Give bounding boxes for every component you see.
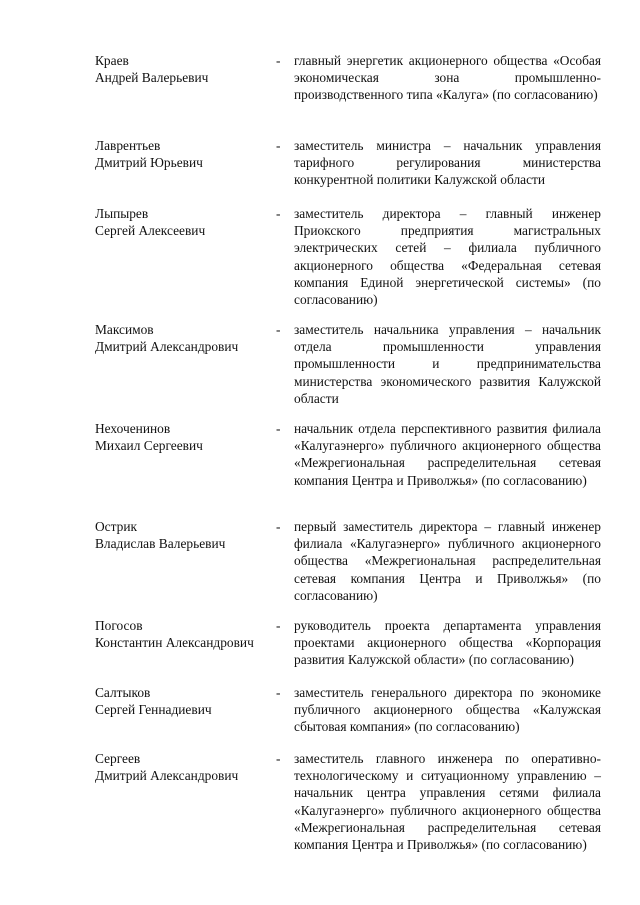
separator-dash: - (276, 421, 281, 436)
member-given-names: Сергей Геннадиевич (95, 702, 212, 718)
member-role: начальник отдела перспективного развития филиала «Калугаэнерго» публичного акционерного общества «Межрегиональная распределительная сетевая компания Центра и Приволжья» (по согласованию) (294, 421, 601, 488)
member-given-names: Константин Александрович (95, 635, 254, 651)
member-given-names: Дмитрий Юрьевич (95, 155, 203, 171)
member-role: заместитель министра – начальник управления тарифного регулирования министерства конкурентной политики Калужской области (294, 138, 601, 188)
member-given-names: Дмитрий Александрович (95, 339, 239, 355)
member-name (95, 518, 275, 552)
member-role: заместитель директора – главный инженер Приокского предприятия магистральных электрических сетей – филиала публичного акционерного общества «Федеральная сетевая компания Единой энергетической системы» (по согласованию) (294, 206, 601, 308)
member-name (95, 750, 275, 784)
member-surname: Нехочeнинов (95, 421, 171, 436)
separator-dash: - (276, 618, 281, 633)
member-name (95, 684, 275, 718)
member-given-names: Сергей Алексеевич (95, 223, 206, 239)
member-name (95, 137, 275, 171)
member-surname: Лыпырев (95, 206, 149, 221)
member-name (95, 205, 275, 239)
separator-dash: - (276, 519, 281, 534)
separator-dash: - (276, 322, 281, 337)
member-name (95, 321, 275, 355)
member-surname: Погосов (95, 618, 143, 633)
member-given-names: Михаил Сергеевич (95, 438, 203, 454)
separator-dash: - (276, 685, 281, 700)
separator-dash: - (276, 206, 281, 221)
member-role: главный энергетик акционерного общества «Особая экономическая зона промышленно-производственного типа «Калуга» (по согласованию) (294, 53, 601, 103)
member-surname: Максимов (95, 322, 154, 337)
member-surname: Острик (95, 519, 137, 534)
member-name (95, 420, 275, 454)
member-surname: Лаврентьев (95, 138, 161, 153)
member-surname: Краев (95, 53, 129, 68)
member-role: руководитель проекта департамента управления проектами акционерного общества «Корпорация развития Калужской области» (по согласованию) (294, 618, 601, 668)
member-name (95, 52, 275, 86)
member-role: первый заместитель директора – главный инженер филиала «Калугаэнерго» публичного акционерного общества «Межрегиональная распределительная сетевая компания Центра и Приволжья» (по согласованию) (294, 519, 601, 603)
separator-dash: - (276, 53, 281, 68)
member-role: заместитель начальника управления – начальник отдела промышленности управления промышленности и предпринимательства министерства экономического развития Калужской области (294, 322, 601, 406)
member-surname: Сергеев (95, 751, 141, 766)
member-given-names: Андрей Валерьевич (95, 70, 209, 86)
separator-dash: - (276, 138, 281, 153)
member-name (95, 617, 275, 651)
member-surname: Салтыков (95, 685, 151, 700)
member-role: заместитель генерального директора по экономике публичного акционерного общества «Калужская сбытовая компания» (по согласованию) (294, 685, 601, 735)
member-given-names: Дмитрий Александрович (95, 768, 239, 784)
separator-dash: - (276, 751, 281, 766)
member-role: заместитель главного инженера по оперативно-технологическому и ситуационному управлению – начальник центра управления сетями филиала «Калугаэнерго» публичного акционерного общества «Межрегиональная распределительная сетевая компания Центра и Приволжья» (по согласованию) (294, 751, 601, 853)
member-given-names: Владислав Валерьевич (95, 536, 226, 552)
